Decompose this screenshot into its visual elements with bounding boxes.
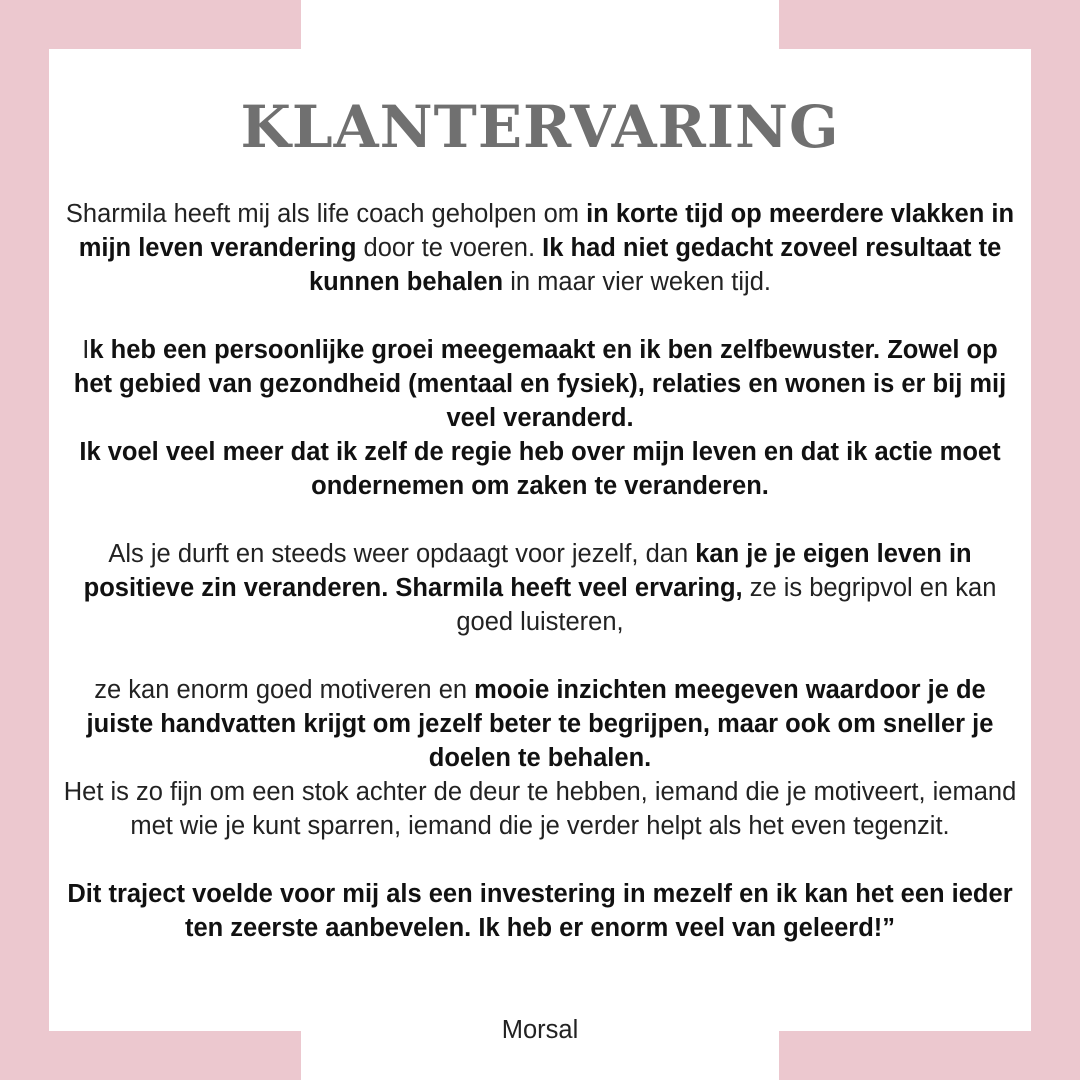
paragraph-3 [62,537,1018,639]
p1-text-c: door te voeren. [356,234,543,262]
paragraph-spacer [62,299,1018,333]
p4-bold-b: mooie inzichten meegeven waardoor je de juiste handvatten krijgt om jezelf beter te begrijpen, maar ook om sneller je doelen te behalen. [86,676,994,772]
paragraph-2 [62,333,1018,503]
p3-text-a: Als je durft en steeds weer opdaagt voor jezelf, dan [108,540,696,568]
paragraph-spacer [62,843,1018,877]
paragraph-spacer [62,639,1018,673]
signature: Morsal [501,1016,579,1044]
paragraph-5 [62,877,1018,945]
p4-text-c: Het is zo fijn om een stok achter de deur te hebben, iemand die je motiveert, iemand met wie je kunt sparren, iemand die je verder helpt als het even tegenzit. [63,778,1017,840]
p3-bold-b: kan je je eigen leven in positieve zin veranderen. Sharmila heeft veel ervaring, [83,540,972,602]
p1-text-a: Sharmila heeft mij als life coach geholpen om [65,200,587,228]
p2-bold-c: Ik voel veel meer dat ik zelf de regie heb over mijn leven en dat ik actie moet ondernemen om zaken te veranderen. [79,438,1001,500]
p1-text-e: in maar vier weken tijd. [503,268,771,296]
p3-text-c: ze is begripvol en kan goed luisteren, [456,574,997,636]
p1-bold-b: in korte tijd op meerdere vlakken in mijn leven verandering [78,200,1015,262]
p2-bold-b: k heb een persoonlijke groei meegemaakt en ik ben zelfbewuster. Zowel op het gebied van gezondheid (mentaal en fysiek), relaties en wonen is er bij mij veel veranderd. [73,336,1007,432]
paragraph-1 [62,197,1018,299]
p1-bold-d: Ik had niet gedacht zoveel resultaat te kunnen behalen [309,234,1002,296]
page-title: KLANTERVARING [240,93,840,161]
paragraph-4 [62,673,1018,843]
p5-bold: Dit traject voelde voor mij als een investering in mezelf en ik kan het een ieder ten zeerste aanbevelen. Ik heb er enorm veel van geleerd!” [67,880,1013,942]
testimonial-text [62,197,1018,945]
p4-text-a: ze kan enorm goed motiveren en [94,676,475,704]
p2-text-a: I [82,336,90,364]
paragraph-spacer [62,503,1018,537]
